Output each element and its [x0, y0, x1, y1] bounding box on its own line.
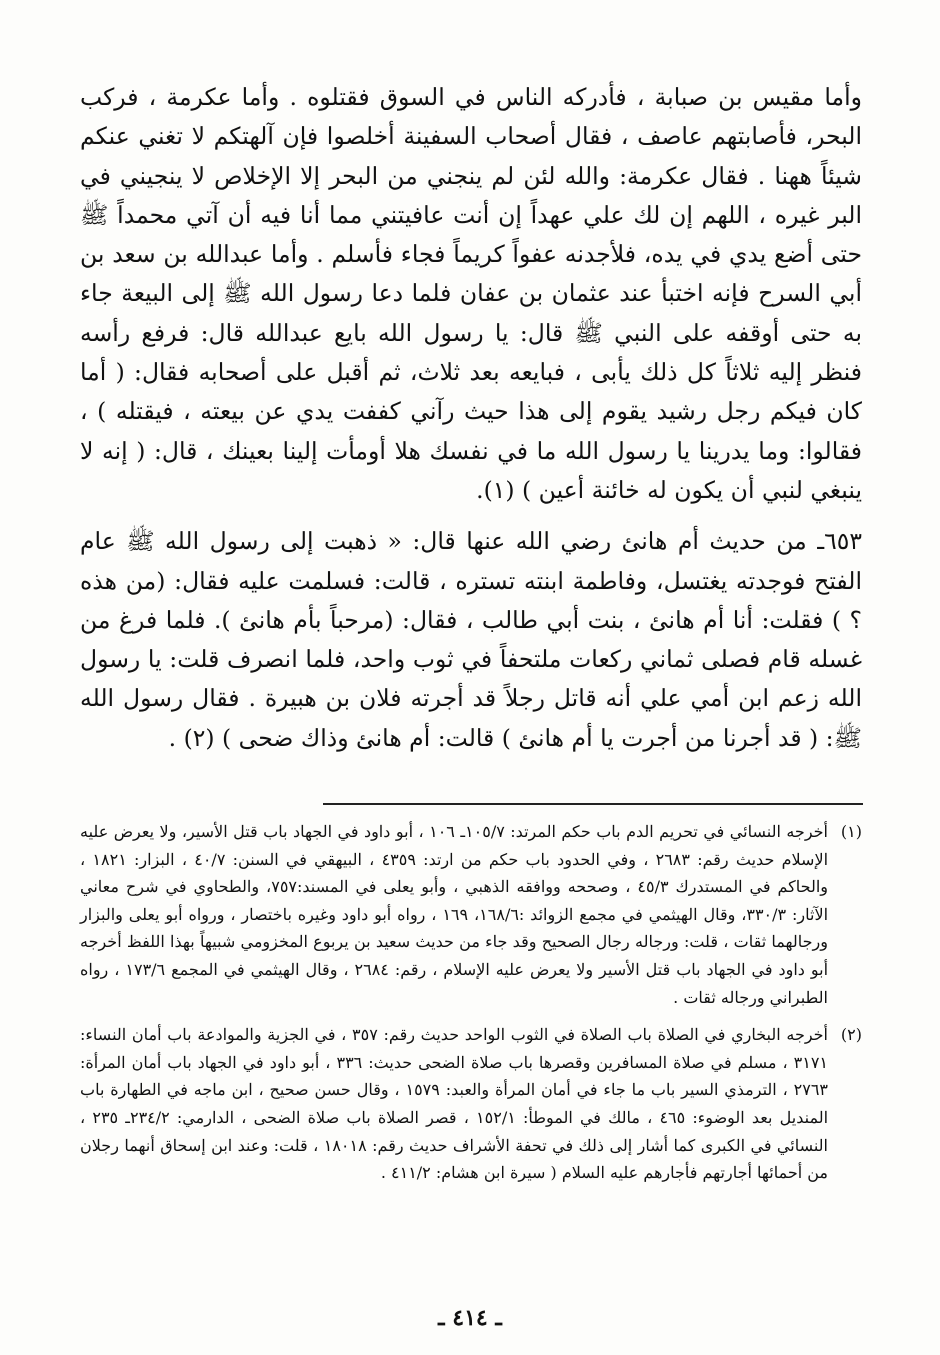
page-number: ـ ٤١٤ ـ: [438, 1305, 502, 1331]
footnote: [80, 1021, 862, 1187]
paragraph: وأما مقيس بن صبابة ، فأدركه الناس في السوق فقتلوه . وأما عكرمة ، فركب البحر، فأصابتهم عاصف ، فقال أصحاب السفينة أخلصوا فإن آلهتكم لا تغني عنكم شيئاً ههنا . فقال عكرمة: والله لئن لم ينجني من البحر إلا الإخلاص لا ينجيني في البر غيره ، اللهم إن لك علي عهداً إن أنت عافيتني مما أنا فيه أن آتي محمداً ﷺ حتى أضع يدي في يده، فلأجدنه عفواً كريماً فجاء فأسلم . وأما عبدالله بن سعد بن أبي السرح فإنه اختبأ عند عثمان بن عفان فلما دعا رسول الله ﷺ إلى البيعة جاء به حتى أوقفه على النبي ﷺ قال: يا رسول الله بايع عبدالله قال: فرفع رأسه فنظر إليه ثلاثاً كل ذلك يأبى ، فبايعه بعد ثلاث، ثم أقبل على أصحابه فقال: ( أما كان فيكم رجل رشيد يقوم إلى هذا حيث رآني كففت يدي عن بيعته ، فيقتله ) ، فقالوا: وما يدرينا يا رسول الله ما في نفسك هلا أومأت إلينا بعينك ، قال: ( إنه لا ينبغي لنبي أن يكون له خائنة أعين ) (١).: [80, 83, 862, 504]
footnote: [80, 818, 862, 1011]
main-text: [80, 78, 862, 758]
hadith-paragraph: ٦٥٣ـ من حديث أم هانئ رضي الله عنها قال: « ذهبت إلى رسول الله ﷺ عام الفتح فوجدته يغتسل، وفاطمة ابنته تستره ، قالت: فسلمت عليه فقال: (من هذه ؟ ) فقلت: أنا أم هانئ ، بنت أبي طالب ، فقال: (مرحباً بأم هانئ ). فلما فرغ من غسله قام فصلى ثماني ركعات ملتحفاً في ثوب واحد، فلما انصرف قلت: يا رسول الله زعم ابن أمي علي أنه قاتل رجلاً قد أجرته فلان بن هبيرة . فقال رسول الله ﷺ: ( قد أجرنا من أجرت يا أم هانئ ) قالت: أم هانئ وذاك ضحى ) (٢) .: [80, 527, 862, 752]
footnote-text: أخرجه البخاري في الصلاة باب الصلاة في الثوب الواحد حديث رقم: ٣٥٧ ، في الجزية والموادعة باب أمان النساء: ٣١٧١ ، مسلم في صلاة المسافرين وقصرها باب صلاة الضحى حديث: ٣٣٦ ، أبو داود في الجهاد باب أمان المرأة: ٢٧٦٣ ، الترمذي السير باب ما جاء في أمان المرأة والعبد: ١٥٧٩ ، وقال حسن صحيح ، ابن ماجه في الطهارة باب المنديل بعد الوضوء: ٤٦٥ ، مالك في الموطأ: ١٥٢/١ ، قصر الصلاة باب صلاة الضحى ، الدارمي: ٢٣٤/٢ـ ٢٣٥ ، النسائي في الكبرى كما أشار إلى ذلك في تحفة الأشراف حديث رقم: ١٨٠١٨ ، قلت: وعند ابن إسحاق أنهما رجلان من أحمائها أجارتهم فأجارهم عليه السلام ( سيرة ابن هشام: ٤١١/٢ .: [80, 1025, 829, 1183]
footnote-number: (٢): [840, 1025, 862, 1045]
footnote-text: أخرجه النسائي في تحريم الدم باب حكم المرتد: ١٠٥/٧ـ ١٠٦ ، أبو داود في الجهاد باب قتل الأسير، ولا يعرض عليه الإسلام حديث رقم: ٢٦٨٣ ، وفي الحدود باب حكم من ارتد: ٤٣٥٩ ، البيهقي في السنن: ٤٠/٧ ، البزار: ١٨٢١ ، والحاكم في المستدرك ٤٥/٣ ، وصححه ووافقه الذهبي ، وأبو يعلى في المسند:٧٥٧، والطحاوي في شرح معاني الآثار: ٣٣٠/٣، وقال الهيثمي في مجمع الزوائد :١٦٨/٦، ١٦٩ ، رواه أبو داود وغيره باختصار ، ورواه أبو يعلى والبزار ورجالهما ثقات ، قلت: ورجاله رجال الصحيح وقد جاء من حديث سعيد بن يربوع المخزومي شبيهاً بهذا اللفظ أخرجه أبو داود في الجهاد باب قتل الأسير ولا يعرض عليه الإسلام ، رقم: ٢٦٨٤ ، وقال الهيثمي في المجمع ١٧٣/٦ ، رواه الطبراني ورجاله ثقات .: [80, 822, 829, 1007]
footnote-number: (١): [840, 822, 862, 841]
footnote-separator: [323, 803, 863, 805]
footnotes: [80, 818, 862, 1187]
